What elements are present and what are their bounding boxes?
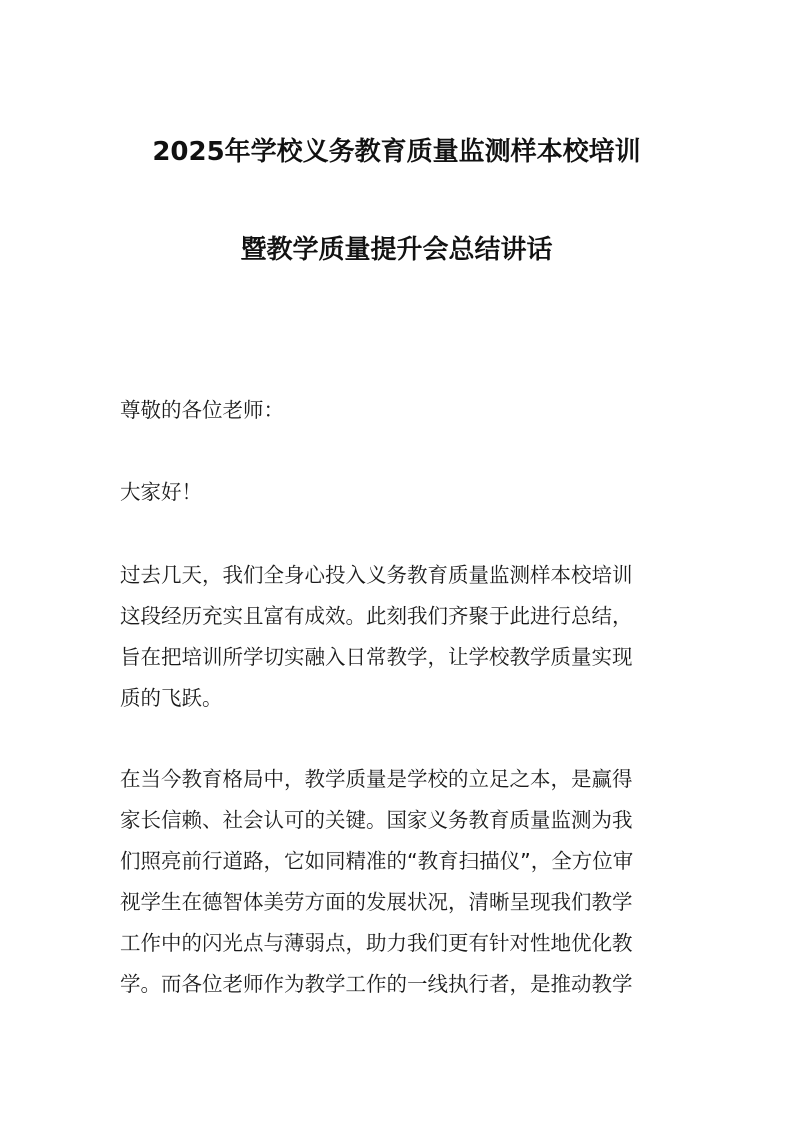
greeting-text: 大家好！: [120, 480, 202, 504]
paragraph-line: 质的飞跃。: [120, 686, 223, 710]
document-title-line-2: 暨教学质量提升会总结讲话: [240, 235, 553, 265]
paragraph-line: 们照亮前行道路，它如同精准的“教育扫描仪”，全方位审: [120, 849, 634, 873]
paragraph-line: 在当今教育格局中，教学质量是学校的立足之本，是赢得: [120, 767, 633, 791]
paragraph-line: 视学生在德智体美劳方面的发展状况，清晰呈现我们教学: [120, 890, 633, 914]
salutation-text: 尊敬的各位老师：: [120, 398, 284, 422]
paragraph-line: 旨在把培训所学切实融入日常教学，让学校教学质量实现: [120, 645, 633, 669]
paragraph-line: 家长信赖、社会认可的关键。国家义务教育质量监测为我: [120, 808, 633, 832]
paragraph-line: 学。而各位老师作为教学工作的一线执行者，是推动教学: [120, 972, 633, 996]
paragraph-line: 工作中的闪光点与薄弱点，助力我们更有针对性地优化教: [120, 931, 633, 955]
paragraph-line: 过去几天，我们全身心投入义务教育质量监测样本校培训: [120, 563, 633, 587]
paragraph-line: 这段经历充实且富有成效。此刻我们齐聚于此进行总结，: [120, 604, 633, 628]
document-title-line-1: 2025年学校义务教育质量监测样本校培训: [152, 137, 641, 167]
